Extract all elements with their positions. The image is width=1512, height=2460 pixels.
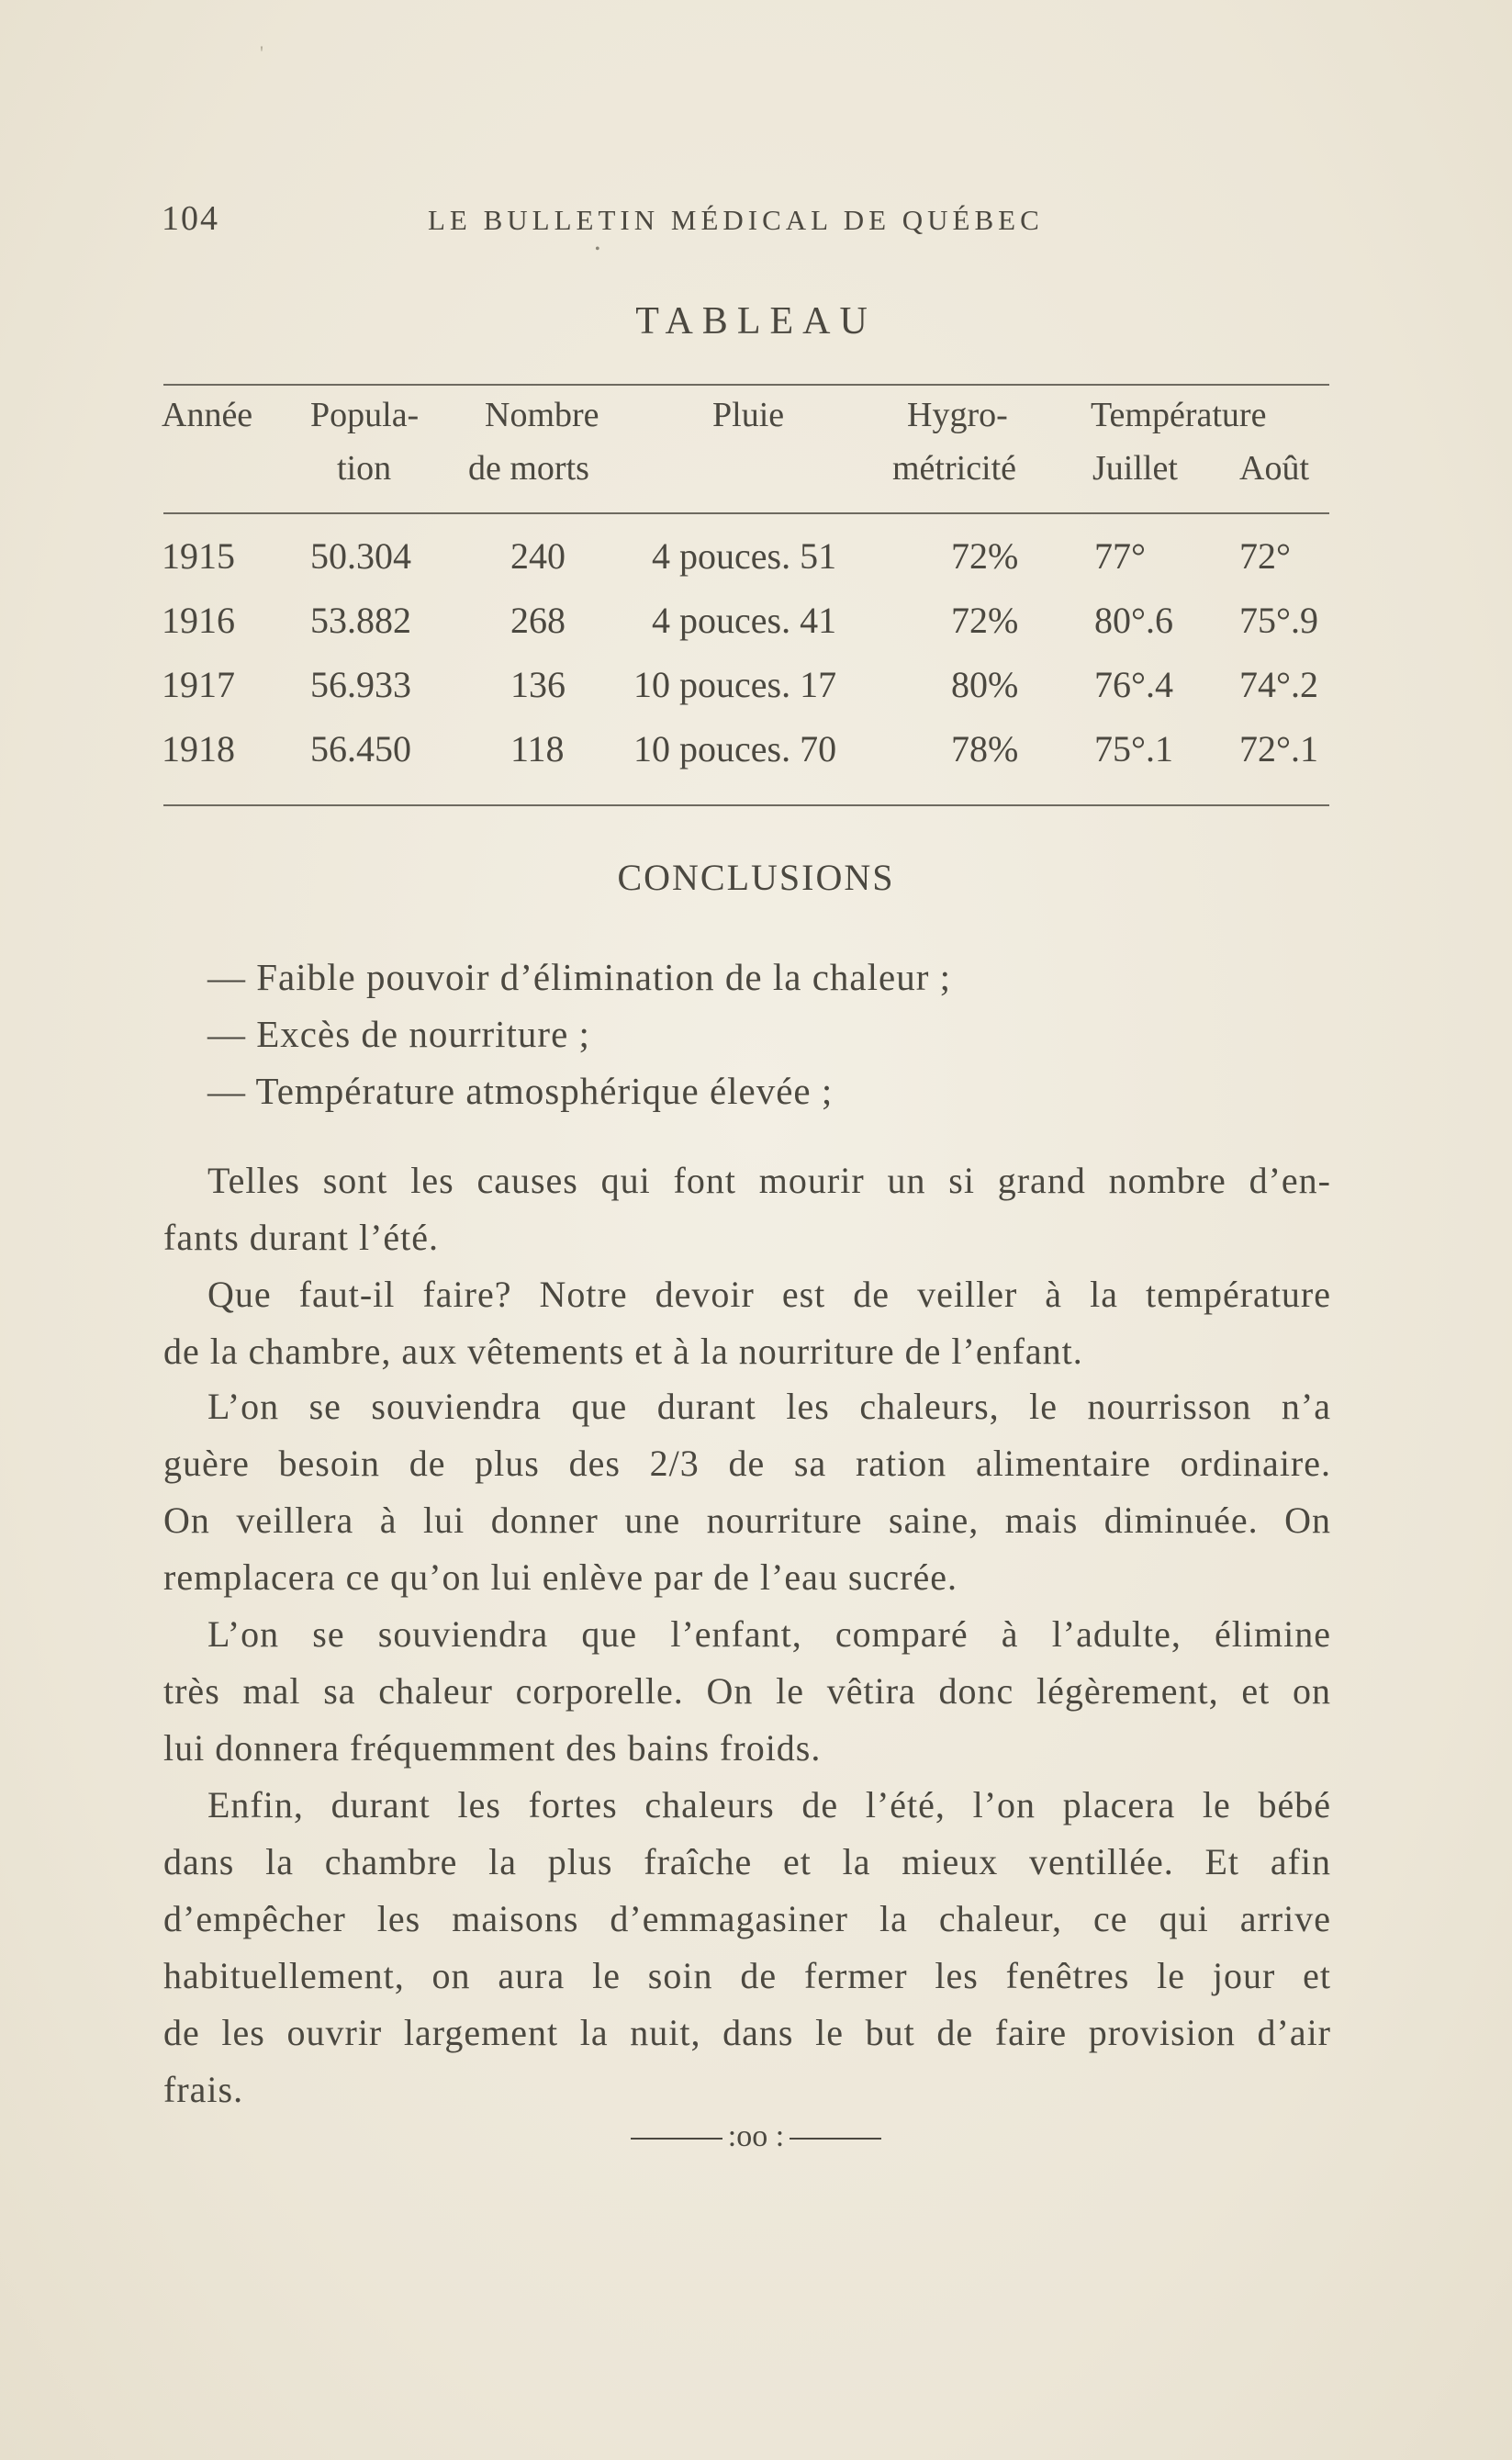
cell-morts: 136: [510, 664, 566, 705]
header-population-line1: Popula-: [310, 396, 420, 434]
page-number: 104: [162, 199, 219, 238]
cell-aout: 72°: [1239, 535, 1291, 577]
text-line: Que faut-il faire? Notre devoir est de veiller à la température: [207, 1274, 1331, 1315]
cell-population: 56.450: [310, 728, 411, 769]
text-line: lui donnera fréquemment des bains froids.: [163, 1727, 822, 1769]
cell-aout: 74°.2: [1239, 664, 1318, 705]
cell-annee: 1915: [162, 535, 235, 577]
text-line: L’on se souviendra que durant les chaleurs, le nourrisson n’a: [207, 1386, 1331, 1427]
cell-morts: 118: [510, 728, 565, 769]
header-aout: Août: [1239, 449, 1309, 488]
cell-annee: 1918: [162, 728, 235, 769]
text-line: L’on se souviendra que l’enfant, comparé à l’adulte, élimine: [207, 1613, 1331, 1655]
conclusion-item: — Faible pouvoir d’élimination de la chaleur ;: [207, 956, 951, 998]
text-line: frais.: [163, 2069, 244, 2110]
ornament-text: :oo :: [727, 2119, 785, 2153]
conclusion-item: — Température atmosphérique élevée ;: [207, 1070, 834, 1112]
header-hygro-line2: métricité: [892, 449, 1017, 488]
table-bottom-rule: [163, 804, 1329, 806]
cell-population: 53.882: [310, 600, 411, 641]
cell-aout: 75°.9: [1239, 600, 1318, 641]
text-line: On veillera à lui donner une nourriture saine, mais diminuée. On: [163, 1500, 1331, 1541]
header-mark: •: [595, 242, 600, 257]
header-hygro-line1: Hygro-: [907, 396, 1008, 434]
cell-juillet: 80°.6: [1094, 600, 1173, 641]
text-line: Telles sont les causes qui font mourir un si grand nombre d’en-: [207, 1160, 1331, 1201]
stray-mark: ': [260, 41, 263, 64]
cell-morts: 240: [510, 535, 566, 577]
header-morts-line1: Nombre: [485, 396, 599, 434]
text-line: fants durant l’été.: [163, 1217, 439, 1258]
text-line: de les ouvrir largement la nuit, dans le but de faire provision d’air: [163, 2012, 1331, 2053]
text-line: remplacera ce qu’on lui enlève par de l’eau sucrée.: [163, 1556, 958, 1598]
conclusion-item: — Excès de nourriture ;: [207, 1013, 590, 1055]
text-line: habituellement, on aura le soin de fermer les fenêtres le jour et: [163, 1955, 1331, 1996]
header-pluie: Pluie: [712, 396, 785, 434]
header-temperature: Température: [1091, 396, 1267, 434]
cell-juillet: 77°: [1094, 535, 1146, 577]
cell-hygro: 72%: [951, 600, 1019, 641]
cell-pluie: 4 pouces. 51: [652, 535, 837, 577]
cell-juillet: 76°.4: [1094, 664, 1173, 705]
conclusions-title: CONCLUSIONS: [617, 857, 895, 898]
cell-hygro: 78%: [951, 728, 1019, 769]
table-top-rule: [163, 384, 1329, 386]
text-line: d’empêcher les maisons d’emmagasiner la chaleur, ce qui arrive: [163, 1898, 1331, 1939]
header-annee: Année: [162, 396, 253, 434]
ornament-dash-right: [790, 2138, 881, 2140]
cell-pluie: 10 pouces. 70: [633, 728, 837, 769]
table-header-rule: [163, 512, 1329, 514]
end-ornament: [0, 2119, 1512, 2154]
text-line: Enfin, durant les fortes chaleurs de l’été, l’on placera le bébé: [207, 1784, 1331, 1825]
header-population-line2: tion: [337, 449, 392, 488]
text-line: très mal sa chaleur corporelle. On le vêtira donc légèrement, et on: [163, 1670, 1331, 1712]
cell-pluie: 10 pouces. 17: [633, 664, 837, 705]
cell-pluie: 4 pouces. 41: [652, 600, 837, 641]
ornament-dash-left: [631, 2138, 722, 2140]
text-line: guère besoin de plus des 2/3 de sa ration alimentaire ordinaire.: [163, 1443, 1331, 1484]
running-head: [162, 198, 1346, 244]
cell-population: 50.304: [310, 535, 411, 577]
cell-aout: 72°.1: [1239, 728, 1318, 769]
cell-morts: 268: [510, 600, 566, 641]
header-morts-line2: de morts: [468, 449, 589, 488]
text-line: dans la chambre la plus fraîche et la mieux ventillée. Et afin: [163, 1841, 1331, 1882]
cell-annee: 1917: [162, 664, 235, 705]
text-line: de la chambre, aux vêtements et à la nourriture de l’enfant.: [163, 1331, 1083, 1372]
cell-population: 56.933: [310, 664, 411, 705]
header-juillet: Juillet: [1092, 449, 1178, 488]
cell-hygro: 72%: [951, 535, 1019, 577]
journal-title: LE BULLETIN MÉDICAL DE QUÉBEC: [428, 204, 1044, 236]
cell-hygro: 80%: [951, 664, 1019, 705]
cell-annee: 1916: [162, 600, 235, 641]
cell-juillet: 75°.1: [1094, 728, 1173, 769]
table-title: TABLEAU: [635, 300, 877, 343]
